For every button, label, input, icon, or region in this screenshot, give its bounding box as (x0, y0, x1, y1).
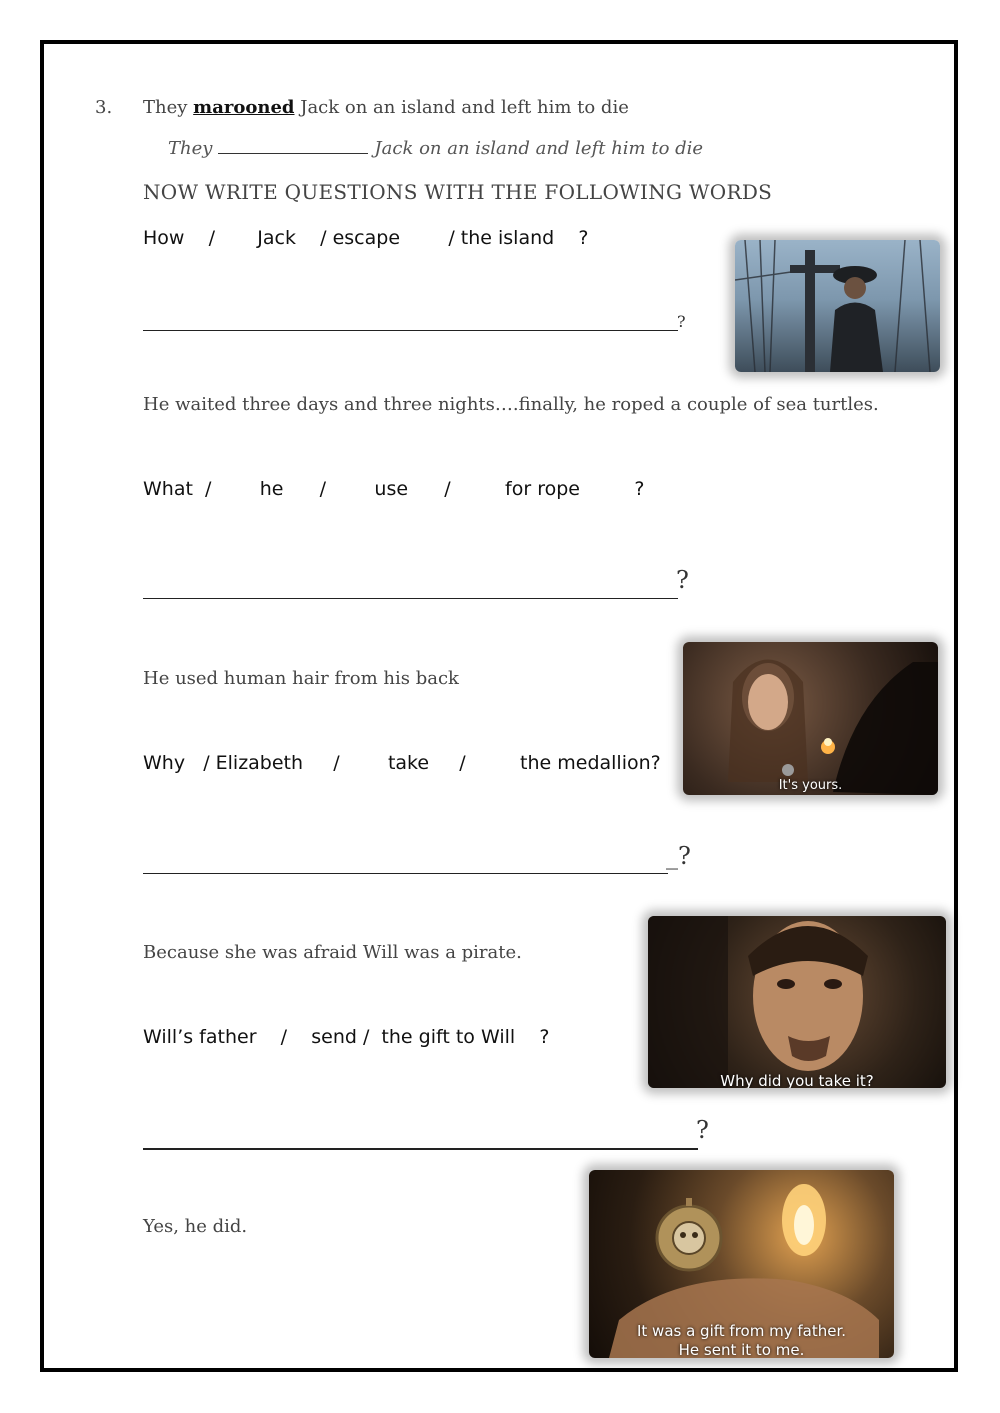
answer-text-2: He used human hair from his back (143, 668, 459, 689)
item-number: 3. (95, 97, 113, 118)
photo-caption-4b: He sent it to me. (678, 1341, 805, 1358)
jack-sparrow-ship-photo (735, 240, 940, 372)
question-prompt-4: Will’s father / send / the gift to Will ? (143, 1026, 550, 1048)
answer-line-1[interactable] (143, 330, 678, 331)
will-illustration (648, 916, 946, 1088)
section-heading: NOW WRITE QUESTIONS WITH THE FOLLOWING WORDS (143, 180, 773, 204)
example-sentence: They marooned Jack on an island and left him to die (143, 97, 629, 118)
question-mark-3: _? (666, 842, 691, 870)
medallion-hand-photo (589, 1170, 894, 1358)
answer-line-4[interactable] (143, 1148, 698, 1150)
answer-line-3[interactable] (143, 873, 668, 874)
answer-text-3: Because she was afraid Will was a pirate. (143, 942, 522, 963)
question-mark-2: ? (676, 566, 689, 594)
rewrite-blank[interactable] (218, 139, 368, 154)
question-prompt-2: What / he / use / for rope ? (143, 478, 645, 500)
answer-text-4: Yes, he did. (143, 1216, 248, 1237)
photo-caption-2: It's yours. (778, 778, 843, 793)
keyword: marooned (193, 97, 295, 118)
question-prompt-1: How / Jack / escape / the island ? (143, 227, 589, 249)
question-mark-4: ? (696, 1116, 709, 1144)
photo-caption-3: Why did you take it? (720, 1072, 874, 1088)
ship-rigging-illustration (735, 240, 940, 372)
photo-caption-4a: It was a gift from my father. (636, 1322, 846, 1340)
answer-line-2[interactable] (143, 598, 678, 599)
will-turner-photo (648, 916, 946, 1088)
elizabeth-illustration (683, 642, 938, 795)
answer-text-1: He waited three days and three nights….finally, he roped a couple of sea turtles. (143, 394, 879, 415)
question-prompt-3: Why / Elizabeth / take / the medallion? (143, 752, 661, 774)
elizabeth-medallion-photo (683, 642, 938, 795)
question-mark-1: ? (677, 312, 686, 331)
rewrite-sentence: They Jack on an island and left him to die (168, 138, 704, 159)
